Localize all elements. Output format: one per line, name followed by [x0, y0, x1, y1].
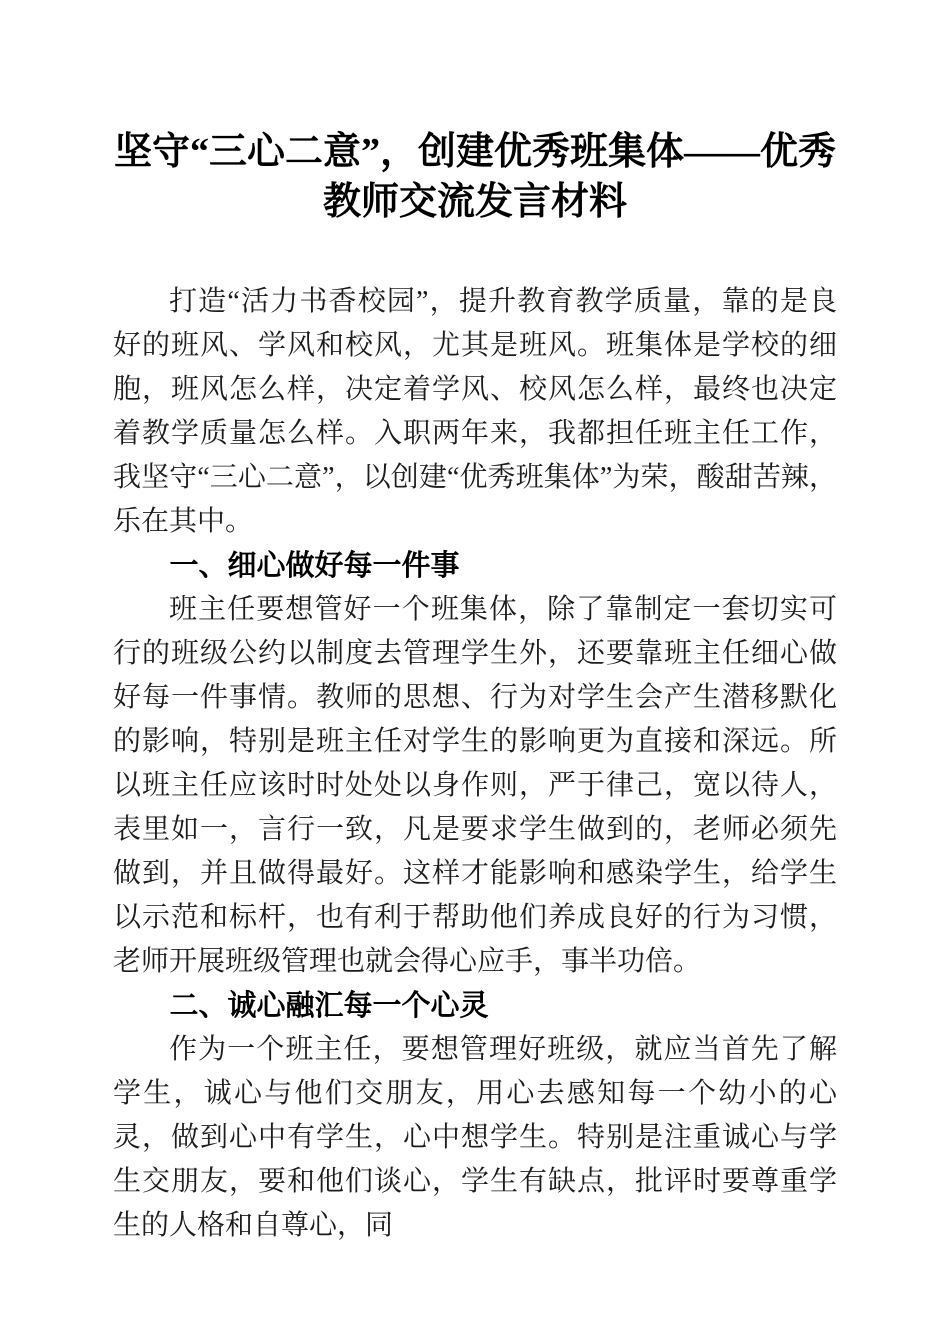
paragraph: 作为一个班主任，要想管理好班级，就应当首先了解学生，诚心与他们交朋友，用心去感知每一个幼小的心灵，做到心中有学生，心中想学生。特别是注重诚心与学生交朋友，要和他们谈心，学生有缺点，批评时要尊重学生的人格和自尊心，同: [113, 1034, 837, 1241]
document-title: 坚守“三心二意”，创建优秀班集体——优秀教师交流发言材料: [113, 131, 836, 223]
section-heading: 二、诚心融汇每一个心灵: [169, 990, 489, 1022]
section-heading: 一、细心做好每一件事: [169, 550, 460, 582]
paragraph: 班主任要想管好一个班集体，除了靠制定一套切实可行的班级公约以制度去管理学生外，还要靠班主任细心做好每一件事情。教师的思想、行为对学生会产生潜移默化的影响，特别是班主任对学生的影响更为直接和深远。所以班主任应该时时处处以身作则，严于律己，宽以待人，表里如一，言行一致，凡是要求学生做到的，老师必须先做到，并且做得最好。这样才能影响和感染学生，给学生以示范和标杆，也有利于帮助他们养成良好的行为习惯，老师开展班级管理也就会得心应手，事半功倍。: [113, 594, 837, 977]
document-body: [113, 280, 837, 1248]
paragraph: 打造“活力书香校园”，提升教育教学质量，靠的是良好的班风、学风和校风，尤其是班风。班集体是学校的细胞，班风怎么样，决定着学风、校风怎么样，最终也决定着教学质量怎么样。入职两年来，我都担任班主任工作，我坚守“三心二意”，以创建“优秀班集体”为荣，酸甜苦辣，乐在其中。: [113, 286, 837, 537]
